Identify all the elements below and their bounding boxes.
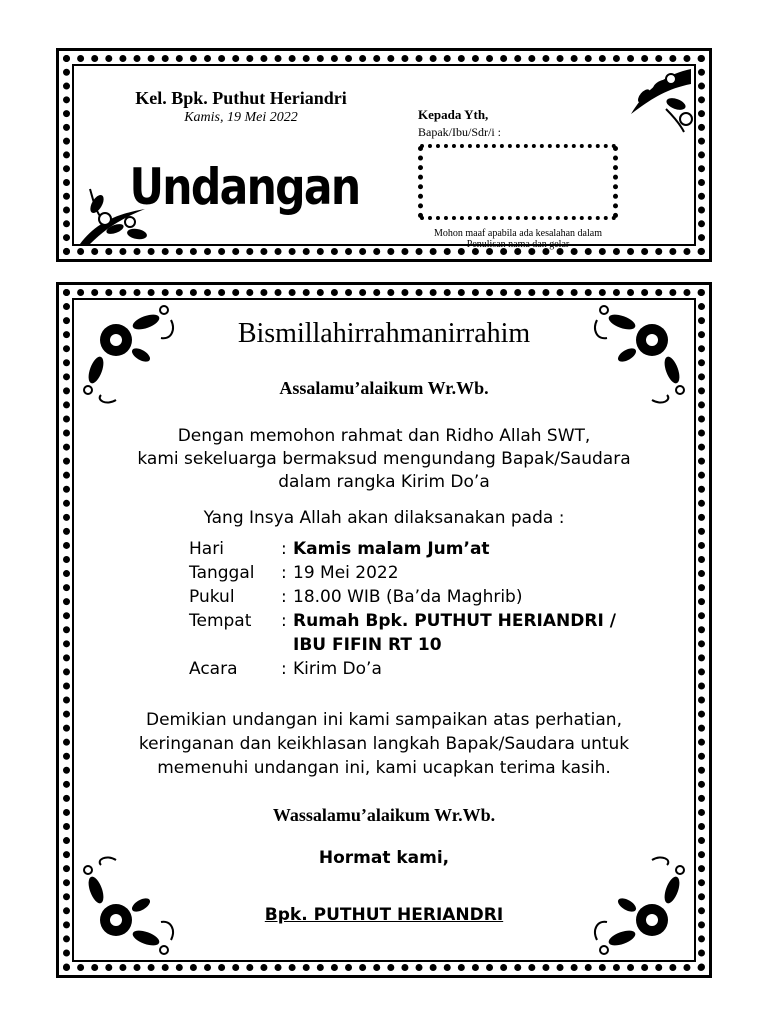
recipient-label: Bapak/Ibu/Sdr/i : [418, 125, 501, 139]
regards: Hormat kami, [318, 848, 450, 868]
basmala-heading: Bismillahirrahmanirrahim [237, 318, 531, 349]
invitation-title: Undangan [129, 158, 360, 216]
closing-paragraph [100, 708, 668, 780]
apology-line-1: Mohon maaf apabila ada kesalahan dalam [434, 228, 602, 239]
intro-line-2: kami sekeluarga bermaksud mengundang Bapak/Saudara [137, 449, 631, 469]
schedule-intro: Yang Insya Allah akan dilaksanakan pada : [203, 508, 565, 528]
detail-value: 18.00 WIB (Ba’da Maghrib) [293, 587, 523, 607]
signature-name: Bpk. PUTHUT HERIANDRI [264, 905, 504, 925]
detail-label: Acara [189, 659, 238, 679]
intro-paragraph [110, 425, 658, 494]
detail-row-place: Tempat : Rumah Bpk. PUTHUT HERIANDRI / [189, 611, 616, 631]
detail-value: 19 Mei 2022 [293, 563, 399, 583]
closing-line-2: keringanan dan keikhlasan langkah Bapak/Saudara untuk [138, 734, 630, 754]
apology-line-2: Penulisan nama dan gelar [466, 239, 570, 250]
event-date: Kamis, 19 Mei 2022 [184, 110, 298, 125]
recipient-address-box [420, 144, 616, 220]
intro-line-3: dalam rangka Kirim Do’a [278, 472, 490, 492]
detail-label: Pukul [189, 587, 235, 607]
detail-label: Hari [189, 539, 224, 559]
detail-label: Tempat [189, 611, 252, 631]
detail-value: Kamis malam Jum’at [293, 539, 490, 559]
family-name: Kel. Bpk. Puthut Heriandri [135, 88, 347, 108]
closing-line-1: Demikian undangan ini kami sampaikan atas perhatian, [146, 710, 622, 730]
detail-row-place-cont [189, 635, 442, 655]
detail-value: Rumah Bpk. PUTHUT HERIANDRI / [293, 611, 616, 631]
greeting: Assalamu’alaikum Wr.Wb. [279, 378, 489, 398]
detail-row-time: Pukul : 18.00 WIB (Ba’da Maghrib) [189, 587, 523, 607]
detail-row-event: Acara : Kirim Do’a [189, 659, 382, 679]
detail-value: Kirim Do’a [293, 659, 382, 679]
farewell: Wassalamu’alaikum Wr.Wb. [272, 805, 496, 825]
closing-line-3: memenuhi undangan ini, kami ucapkan terima kasih. [157, 758, 611, 778]
intro-line-1: Dengan memohon rahmat dan Ridho Allah SWT, [177, 426, 591, 446]
detail-label: Tanggal [189, 563, 255, 583]
to-label: Kepada Yth, [418, 107, 489, 122]
apology-note [410, 228, 626, 250]
detail-value: IBU FIFIN RT 10 [293, 635, 442, 655]
detail-row-day: Hari : Kamis malam Jum’at [189, 539, 490, 559]
floral-ornament-icon [606, 64, 696, 134]
detail-row-date: Tanggal : 19 Mei 2022 [189, 563, 399, 583]
